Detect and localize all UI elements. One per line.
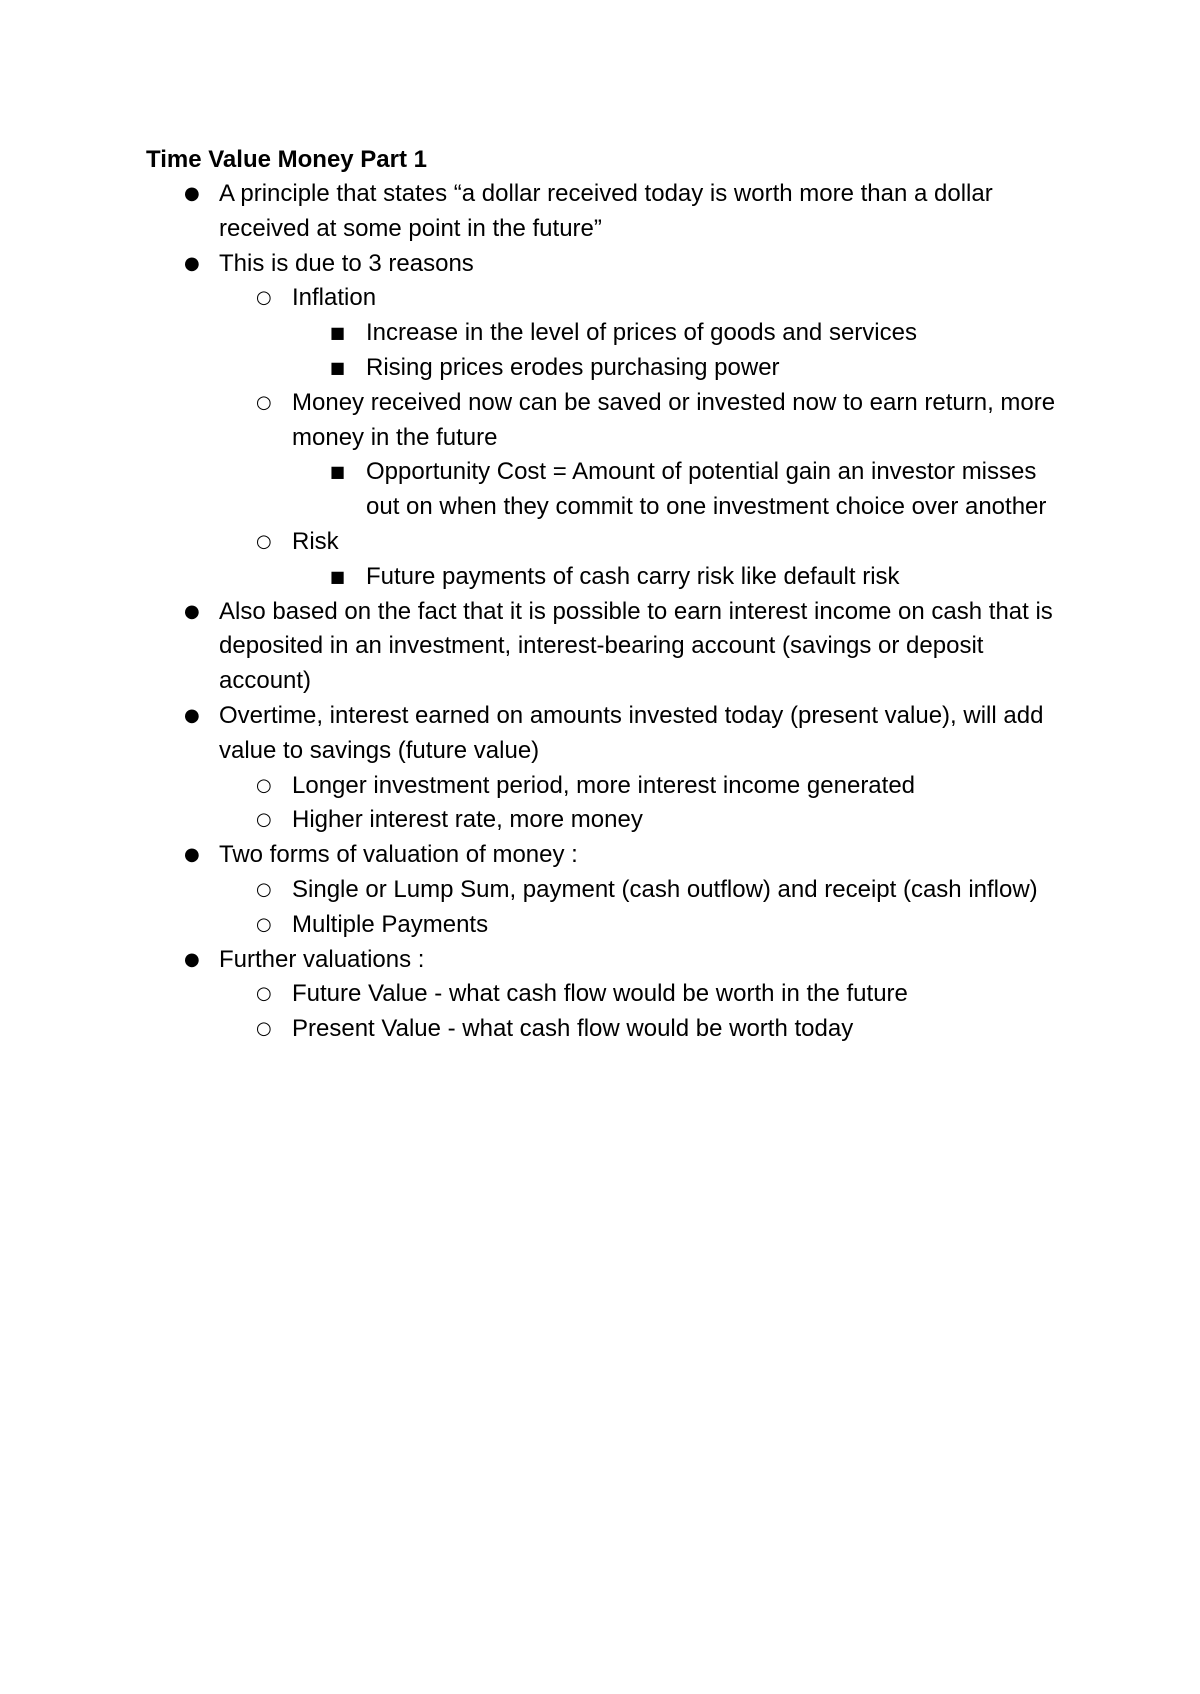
square-bullet-icon <box>330 316 345 351</box>
list-item <box>0 177 1069 247</box>
list-item-text: Higher interest rate, more money <box>292 806 643 834</box>
list-item-text: Future payments of cash carry risk like default risk <box>366 562 900 590</box>
sub-list <box>0 769 1200 839</box>
circle-bullet-icon <box>256 908 272 943</box>
list-item <box>0 838 1069 873</box>
square-bullet-icon <box>330 351 345 386</box>
sub-list <box>0 977 1200 1047</box>
list-item-text: Inflation <box>292 284 377 312</box>
list-item <box>0 908 1069 943</box>
list-item <box>0 803 1069 838</box>
sub-list <box>0 560 1200 595</box>
list-item <box>0 977 1069 1012</box>
circle-bullet-icon <box>256 281 272 316</box>
circle-bullet-icon <box>256 873 272 908</box>
list-item-text: Present Value - what cash flow would be worth today <box>292 1015 854 1043</box>
list-item <box>0 247 1069 282</box>
list-item-text: Rising prices erodes purchasing power <box>366 353 780 381</box>
bullet-list <box>0 177 1200 1047</box>
list-item <box>0 455 1069 525</box>
list-item <box>0 281 1069 316</box>
list-item-text: Also based on the fact that it is possible to earn interest income on cash that is deposited in an investment, interest-bearing account (savings or deposit account) <box>219 597 1053 695</box>
list-item <box>0 873 1069 908</box>
list-item-text: Further valuations : <box>219 945 425 973</box>
circle-bullet-icon <box>256 977 272 1012</box>
document-title: Time Value Money Part 1 <box>146 146 428 173</box>
list-item-text: Two forms of valuation of money : <box>219 841 578 869</box>
circle-bullet-icon <box>256 1012 272 1047</box>
list-item-text: Money received now can be saved or invested now to earn return, more money in the future <box>292 388 1056 451</box>
circle-bullet-icon <box>256 769 272 804</box>
disc-bullet-icon <box>184 595 200 630</box>
list-item <box>0 943 1069 978</box>
list-item-text: Multiple Payments <box>292 910 489 938</box>
list-item <box>0 769 1069 804</box>
circle-bullet-icon <box>256 803 272 838</box>
disc-bullet-icon <box>184 699 200 734</box>
list-item-text: Overtime, interest earned on amounts invested today (present value), will add value to savings (future value) <box>219 701 1044 764</box>
list-item-text: Risk <box>292 527 339 555</box>
sub-list <box>0 281 1200 594</box>
list-item-text: Longer investment period, more interest income generated <box>292 771 916 799</box>
list-item-text: Opportunity Cost = Amount of potential gain an investor misses out on when they commit to one investment choice over another <box>366 458 1047 521</box>
circle-bullet-icon <box>256 525 272 560</box>
disc-bullet-icon <box>184 177 200 212</box>
disc-bullet-icon <box>184 247 200 282</box>
list-item <box>0 351 1069 386</box>
list-item-text: Future Value - what cash flow would be worth in the future <box>292 980 908 1008</box>
list-item-text: Single or Lump Sum, payment (cash outflow) and receipt (cash inflow) <box>292 875 1038 903</box>
sub-list <box>0 455 1200 525</box>
list-item <box>0 560 1069 595</box>
list-item <box>0 1012 1069 1047</box>
sub-list <box>0 873 1200 943</box>
sub-list <box>0 316 1200 386</box>
list-item <box>0 595 1069 699</box>
list-item <box>0 525 1069 560</box>
list-item-text: A principle that states “a dollar received today is worth more than a dollar received at some point in the future” <box>219 180 993 242</box>
disc-bullet-icon <box>184 838 200 873</box>
square-bullet-icon <box>330 455 345 490</box>
circle-bullet-icon <box>256 386 272 421</box>
list-item-text: This is due to 3 reasons <box>219 249 474 277</box>
square-bullet-icon <box>330 560 345 595</box>
list-item <box>0 316 1069 351</box>
disc-bullet-icon <box>184 943 200 978</box>
list-item-text: Increase in the level of prices of goods and services <box>366 319 917 347</box>
list-item <box>0 386 1069 456</box>
list-item <box>0 699 1069 769</box>
